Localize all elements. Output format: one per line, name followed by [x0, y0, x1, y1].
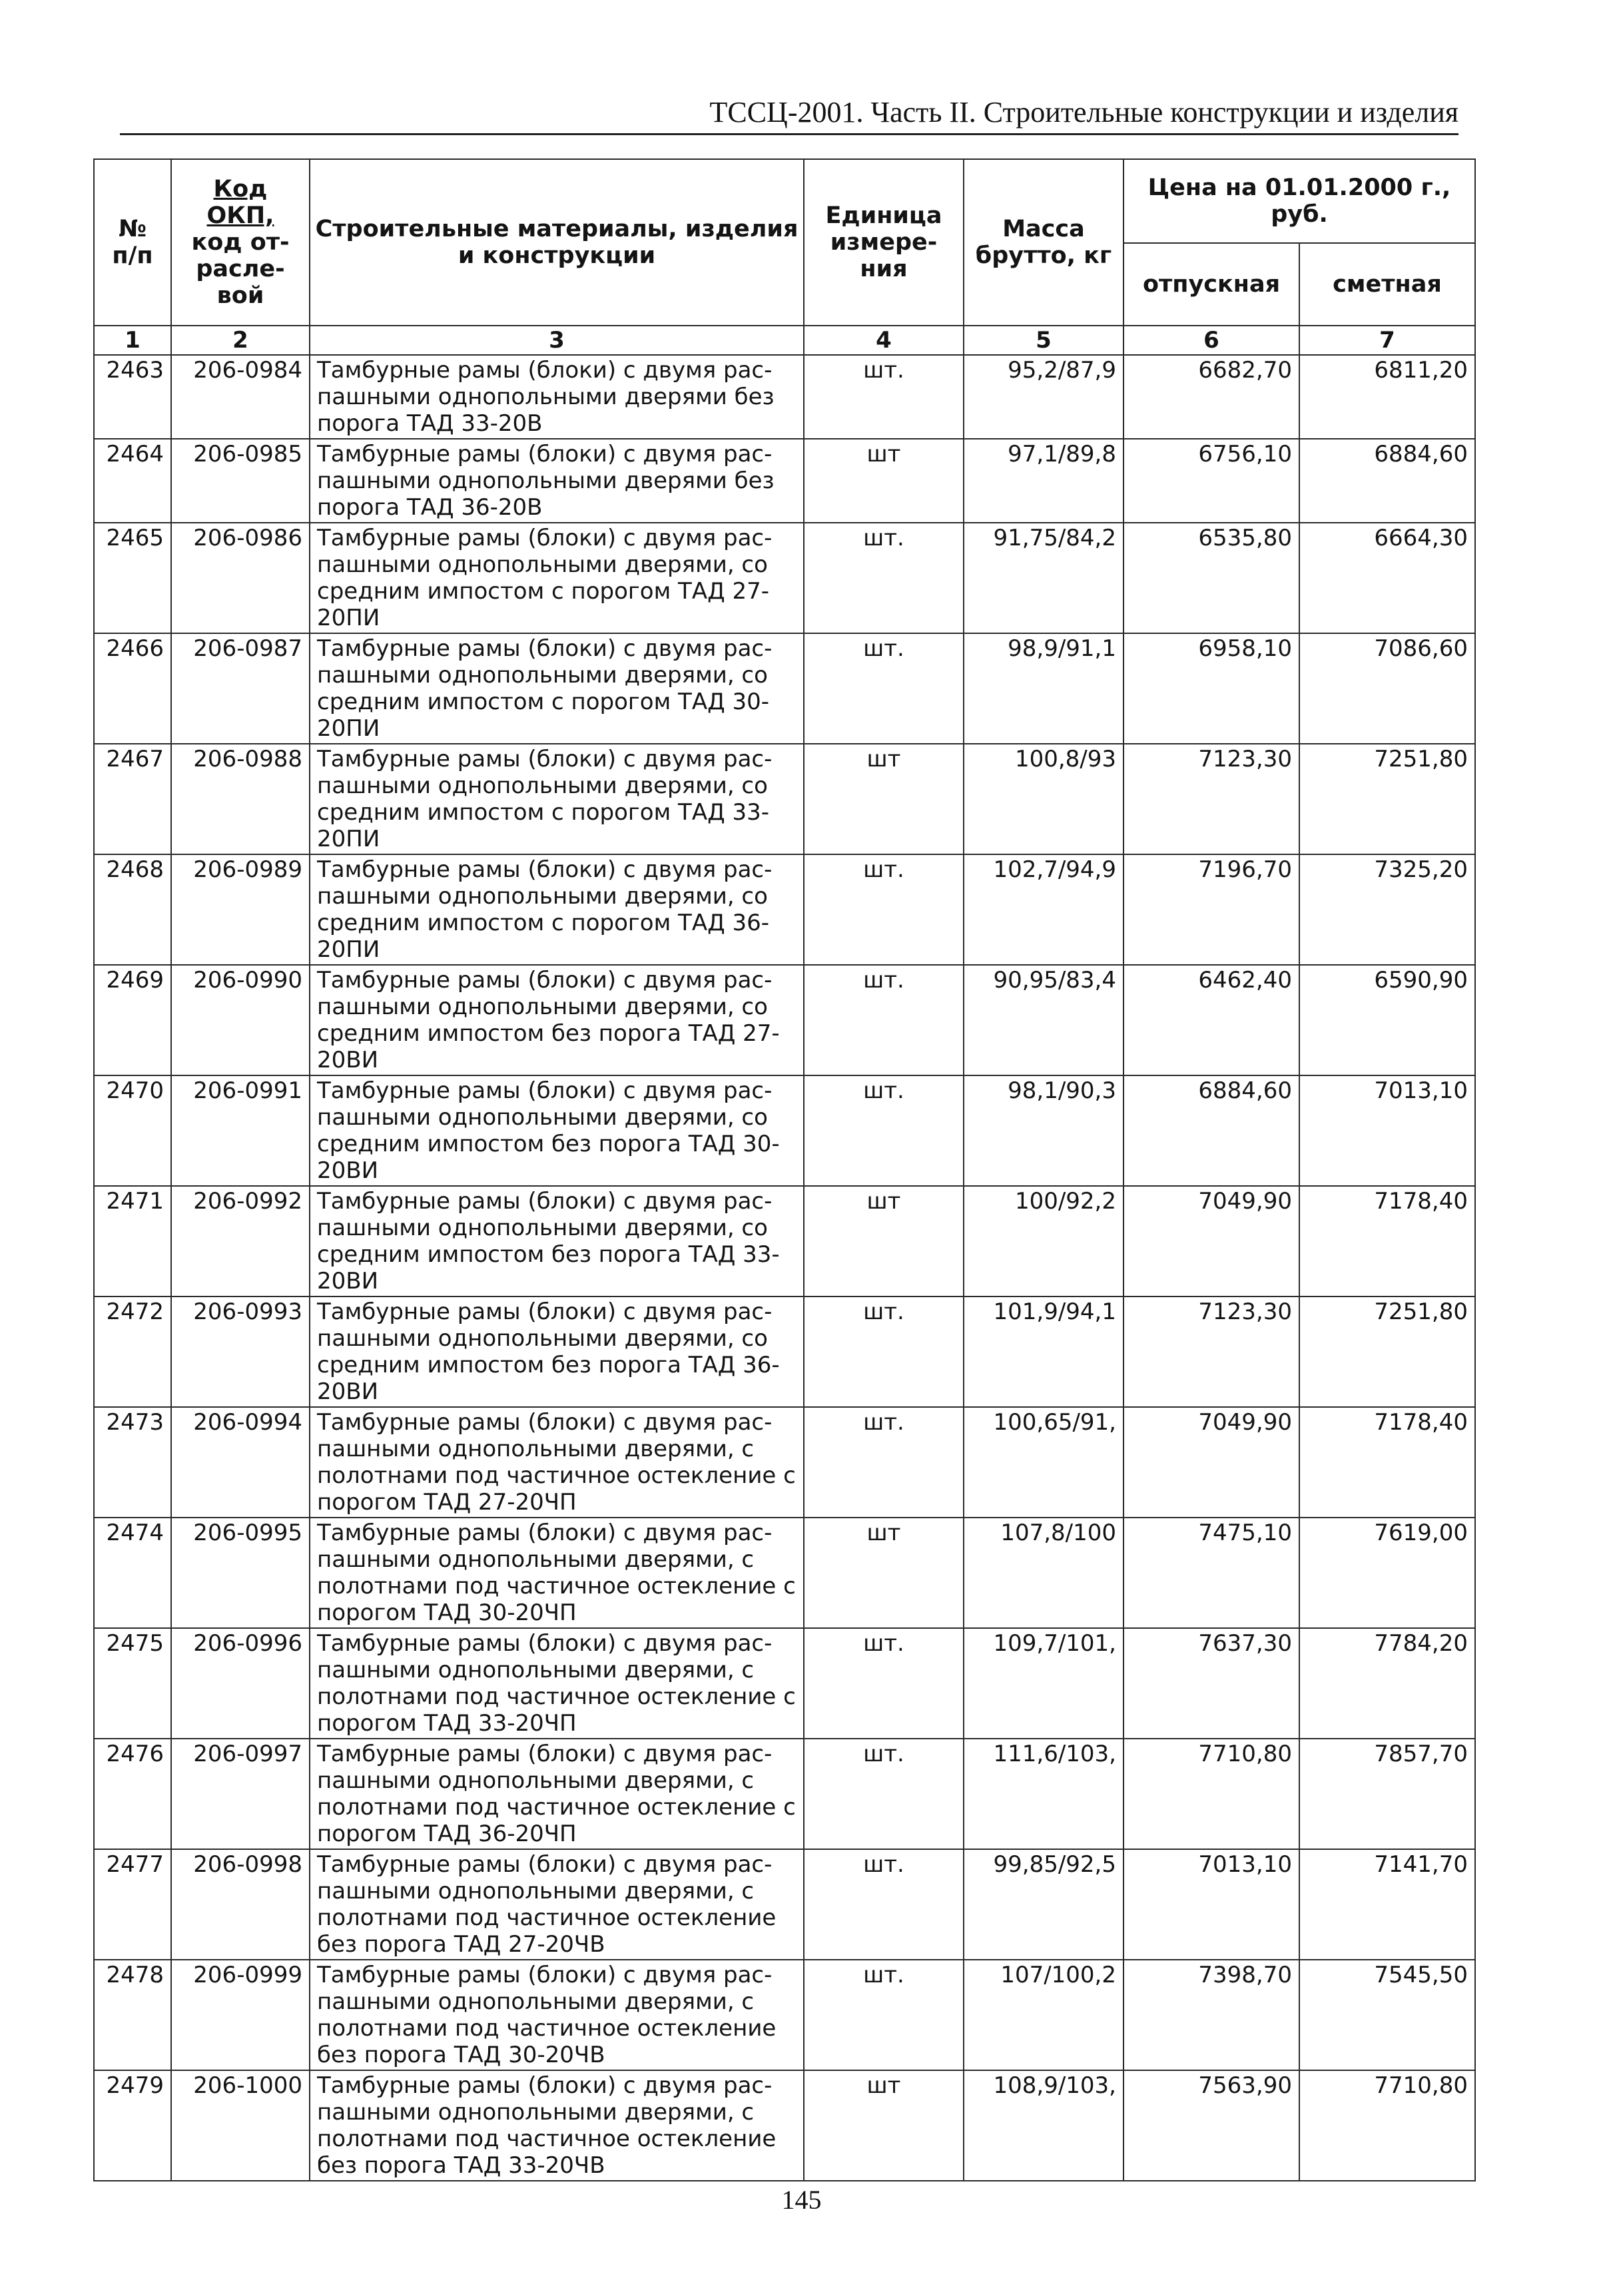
table-row [94, 523, 1475, 633]
gross-mass: 97,1/89,8 [964, 439, 1123, 523]
unit: шт. [804, 1296, 964, 1407]
price-estimate: 7086,60 [1299, 633, 1475, 744]
price-release: 7049,90 [1123, 1407, 1299, 1518]
unit: шт. [804, 1849, 964, 1960]
row-number: 2476 [94, 1739, 171, 1849]
unit: шт. [804, 965, 964, 1075]
okp-code: 206-0988 [171, 744, 310, 854]
row-number: 2469 [94, 965, 171, 1075]
material-name: Тамбурные рамы (блоки) с двумя рас- пашными однопольными дверями, со средним импостом с порогом ТАД 27- 20ПИ [310, 523, 804, 633]
price-release: 7398,70 [1123, 1960, 1299, 2070]
material-name: Тамбурные рамы (блоки) с двумя рас- пашными однопольными дверями без порога ТАД 36-20В [310, 439, 804, 523]
row-number: 2477 [94, 1849, 171, 1960]
gross-mass: 95,2/87,9 [964, 355, 1123, 439]
price-release: 7196,70 [1123, 854, 1299, 965]
okp-code: 206-0984 [171, 355, 310, 439]
okp-code: 206-0996 [171, 1628, 310, 1739]
gross-mass: 102,7/94,9 [964, 854, 1123, 965]
price-release: 6958,10 [1123, 633, 1299, 744]
gross-mass: 99,85/92,5 [964, 1849, 1123, 1960]
material-name: Тамбурные рамы (блоки) с двумя рас- пашными однопольными дверями, со средним импостом без порога ТАД 27- 20ВИ [310, 965, 804, 1075]
price-estimate: 7545,50 [1299, 1960, 1475, 2070]
page-number: 145 [781, 2185, 822, 2215]
price-release: 7637,30 [1123, 1628, 1299, 1739]
header-price-estimate: сметная [1299, 243, 1475, 326]
gross-mass: 98,9/91,1 [964, 633, 1123, 744]
table-row [94, 439, 1475, 523]
gross-mass: 100,8/93 [964, 744, 1123, 854]
price-release: 6884,60 [1123, 1075, 1299, 1186]
price-release: 7710,80 [1123, 1739, 1299, 1849]
unit: шт. [804, 854, 964, 965]
column-number: 7 [1299, 326, 1475, 355]
gross-mass: 91,75/84,2 [964, 523, 1123, 633]
gross-mass: 90,95/83,4 [964, 965, 1123, 1075]
price-estimate: 6664,30 [1299, 523, 1475, 633]
table-row [94, 744, 1475, 854]
gross-mass: 111,6/103, [964, 1739, 1123, 1849]
gross-mass: 100,65/91, [964, 1407, 1123, 1518]
column-number: 2 [171, 326, 310, 355]
row-number: 2467 [94, 744, 171, 854]
column-number: 5 [964, 326, 1123, 355]
unit: шт. [804, 633, 964, 744]
unit: шт. [804, 1960, 964, 2070]
okp-code: 206-0989 [171, 854, 310, 965]
okp-code: 206-0997 [171, 1739, 310, 1849]
column-numbers-row [94, 326, 1475, 355]
okp-code: 206-0992 [171, 1186, 310, 1296]
column-number: 4 [804, 326, 964, 355]
running-header [120, 95, 1458, 135]
material-name: Тамбурные рамы (блоки) с двумя рас- пашными однопольными дверями, с полотнами под частичное остекление без порога ТАД 33-20ЧВ [310, 2070, 804, 2181]
material-name: Тамбурные рамы (блоки) с двумя рас- пашными однопольными дверями, со средним импостом с порогом ТАД 36- 20ПИ [310, 854, 804, 965]
okp-code: 206-0986 [171, 523, 310, 633]
price-estimate: 7710,80 [1299, 2070, 1475, 2181]
gross-mass: 100/92,2 [964, 1186, 1123, 1296]
table-row [94, 1518, 1475, 1628]
price-estimate: 6811,20 [1299, 355, 1475, 439]
unit: шт. [804, 355, 964, 439]
material-name: Тамбурные рамы (блоки) с двумя рас- пашными однопольными дверями, со средним импостом с порогом ТАД 33- 20ПИ [310, 744, 804, 854]
material-name: Тамбурные рамы (блоки) с двумя рас- пашными однопольными дверями, с полотнами под частичное остекление без порога ТАД 30-20ЧВ [310, 1960, 804, 2070]
gross-mass: 109,7/101, [964, 1628, 1123, 1739]
price-estimate: 7178,40 [1299, 1407, 1475, 1518]
gross-mass: 107,8/100 [964, 1518, 1123, 1628]
price-estimate: 7251,80 [1299, 1296, 1475, 1407]
price-release: 6682,70 [1123, 355, 1299, 439]
header-name: Строительные материалы, изделия и конструкции [310, 159, 804, 326]
okp-code: 206-0987 [171, 633, 310, 744]
okp-code: 206-0994 [171, 1407, 310, 1518]
unit: шт [804, 744, 964, 854]
price-estimate: 7013,10 [1299, 1075, 1475, 1186]
row-number: 2474 [94, 1518, 171, 1628]
price-estimate: 7325,20 [1299, 854, 1475, 965]
okp-code: 206-0990 [171, 965, 310, 1075]
header-code: Код ОКП, код от- расле- вой [171, 159, 310, 326]
header-num: № п/п [94, 159, 171, 326]
header-mass: Масса брутто, кг [964, 159, 1123, 326]
table-row [94, 1075, 1475, 1186]
unit: шт. [804, 523, 964, 633]
price-release: 7123,30 [1123, 1296, 1299, 1407]
table-row [94, 633, 1475, 744]
okp-code: 206-0993 [171, 1296, 310, 1407]
table-header [94, 159, 1475, 355]
unit: шт [804, 1518, 964, 1628]
table-row [94, 2070, 1475, 2181]
row-number: 2475 [94, 1628, 171, 1739]
table-row [94, 1296, 1475, 1407]
material-name: Тамбурные рамы (блоки) с двумя рас- пашными однопольными дверями, с полотнами под частичное остекление с порогом ТАД 33-20ЧП [310, 1628, 804, 1739]
price-release: 7475,10 [1123, 1518, 1299, 1628]
price-table [93, 158, 1476, 2181]
row-number: 2468 [94, 854, 171, 965]
price-release: 6756,10 [1123, 439, 1299, 523]
price-estimate: 6884,60 [1299, 439, 1475, 523]
okp-code: 206-0991 [171, 1075, 310, 1186]
material-name: Тамбурные рамы (блоки) с двумя рас- пашными однопольными дверями, с полотнами под частичное остекление с порогом ТАД 36-20ЧП [310, 1739, 804, 1849]
price-estimate: 7857,70 [1299, 1739, 1475, 1849]
column-number: 3 [310, 326, 804, 355]
row-number: 2472 [94, 1296, 171, 1407]
material-name: Тамбурные рамы (блоки) с двумя рас- пашными однопольными дверями, с полотнами под частичное остекление с порогом ТАД 30-20ЧП [310, 1518, 804, 1628]
material-name: Тамбурные рамы (блоки) с двумя рас- пашными однопольными дверями, с полотнами под частичное остекление без порога ТАД 27-20ЧВ [310, 1849, 804, 1960]
price-release: 6535,80 [1123, 523, 1299, 633]
table-row [94, 1849, 1475, 1960]
price-estimate: 7141,70 [1299, 1849, 1475, 1960]
unit: шт [804, 2070, 964, 2181]
column-number: 6 [1123, 326, 1299, 355]
material-name: Тамбурные рамы (блоки) с двумя рас- пашными однопольными дверями, со средним импостом без порога ТАД 33- 20ВИ [310, 1186, 804, 1296]
material-name: Тамбурные рамы (блоки) с двумя рас- пашными однопольными дверями, со средним импостом без порога ТАД 30- 20ВИ [310, 1075, 804, 1186]
price-release: 6462,40 [1123, 965, 1299, 1075]
price-estimate: 7784,20 [1299, 1628, 1475, 1739]
okp-code: 206-1000 [171, 2070, 310, 2181]
row-number: 2470 [94, 1075, 171, 1186]
okp-code: 206-0998 [171, 1849, 310, 1960]
material-name: Тамбурные рамы (блоки) с двумя рас- пашными однопольными дверями, со средним импостом с порогом ТАД 30- 20ПИ [310, 633, 804, 744]
gross-mass: 108,9/103, [964, 2070, 1123, 2181]
table-row [94, 1186, 1475, 1296]
table-row [94, 355, 1475, 439]
row-number: 2471 [94, 1186, 171, 1296]
okp-code: 206-0999 [171, 1960, 310, 2070]
table-row [94, 1407, 1475, 1518]
table-row [94, 1739, 1475, 1849]
row-number: 2478 [94, 1960, 171, 2070]
gross-mass: 98,1/90,3 [964, 1075, 1123, 1186]
row-number: 2464 [94, 439, 171, 523]
table-body [94, 355, 1475, 2181]
material-name: Тамбурные рамы (блоки) с двумя рас- пашными однопольными дверями, со средним импостом без порога ТАД 36- 20ВИ [310, 1296, 804, 1407]
running-header-text: ТССЦ-2001. Часть II. Строительные конструкции и изделия [709, 96, 1458, 129]
unit: шт [804, 439, 964, 523]
price-release: 7013,10 [1123, 1849, 1299, 1960]
price-release: 7049,90 [1123, 1186, 1299, 1296]
unit: шт. [804, 1628, 964, 1739]
price-release: 7123,30 [1123, 744, 1299, 854]
row-number: 2465 [94, 523, 171, 633]
price-estimate: 6590,90 [1299, 965, 1475, 1075]
row-number: 2473 [94, 1407, 171, 1518]
material-name: Тамбурные рамы (блоки) с двумя рас- пашными однопольными дверями без порога ТАД 33-20В [310, 355, 804, 439]
header-price-release: отпускная [1123, 243, 1299, 326]
column-number: 1 [94, 326, 171, 355]
okp-code: 206-0985 [171, 439, 310, 523]
table-row [94, 1628, 1475, 1739]
table-row [94, 1960, 1475, 2070]
price-estimate: 7251,80 [1299, 744, 1475, 854]
header-price-group: Цена на 01.01.2000 г., руб. [1123, 159, 1475, 243]
row-number: 2463 [94, 355, 171, 439]
unit: шт [804, 1186, 964, 1296]
gross-mass: 101,9/94,1 [964, 1296, 1123, 1407]
unit: шт. [804, 1075, 964, 1186]
gross-mass: 107/100,2 [964, 1960, 1123, 2070]
price-estimate: 7178,40 [1299, 1186, 1475, 1296]
row-number: 2479 [94, 2070, 171, 2181]
price-release: 7563,90 [1123, 2070, 1299, 2181]
table-row [94, 965, 1475, 1075]
okp-code: 206-0995 [171, 1518, 310, 1628]
unit: шт. [804, 1739, 964, 1849]
table-row [94, 854, 1475, 965]
header-unit: Единица измере- ния [804, 159, 964, 326]
unit: шт. [804, 1407, 964, 1518]
material-name: Тамбурные рамы (блоки) с двумя рас- пашными однопольными дверями, с полотнами под частичное остекление с порогом ТАД 27-20ЧП [310, 1407, 804, 1518]
row-number: 2466 [94, 633, 171, 744]
price-estimate: 7619,00 [1299, 1518, 1475, 1628]
